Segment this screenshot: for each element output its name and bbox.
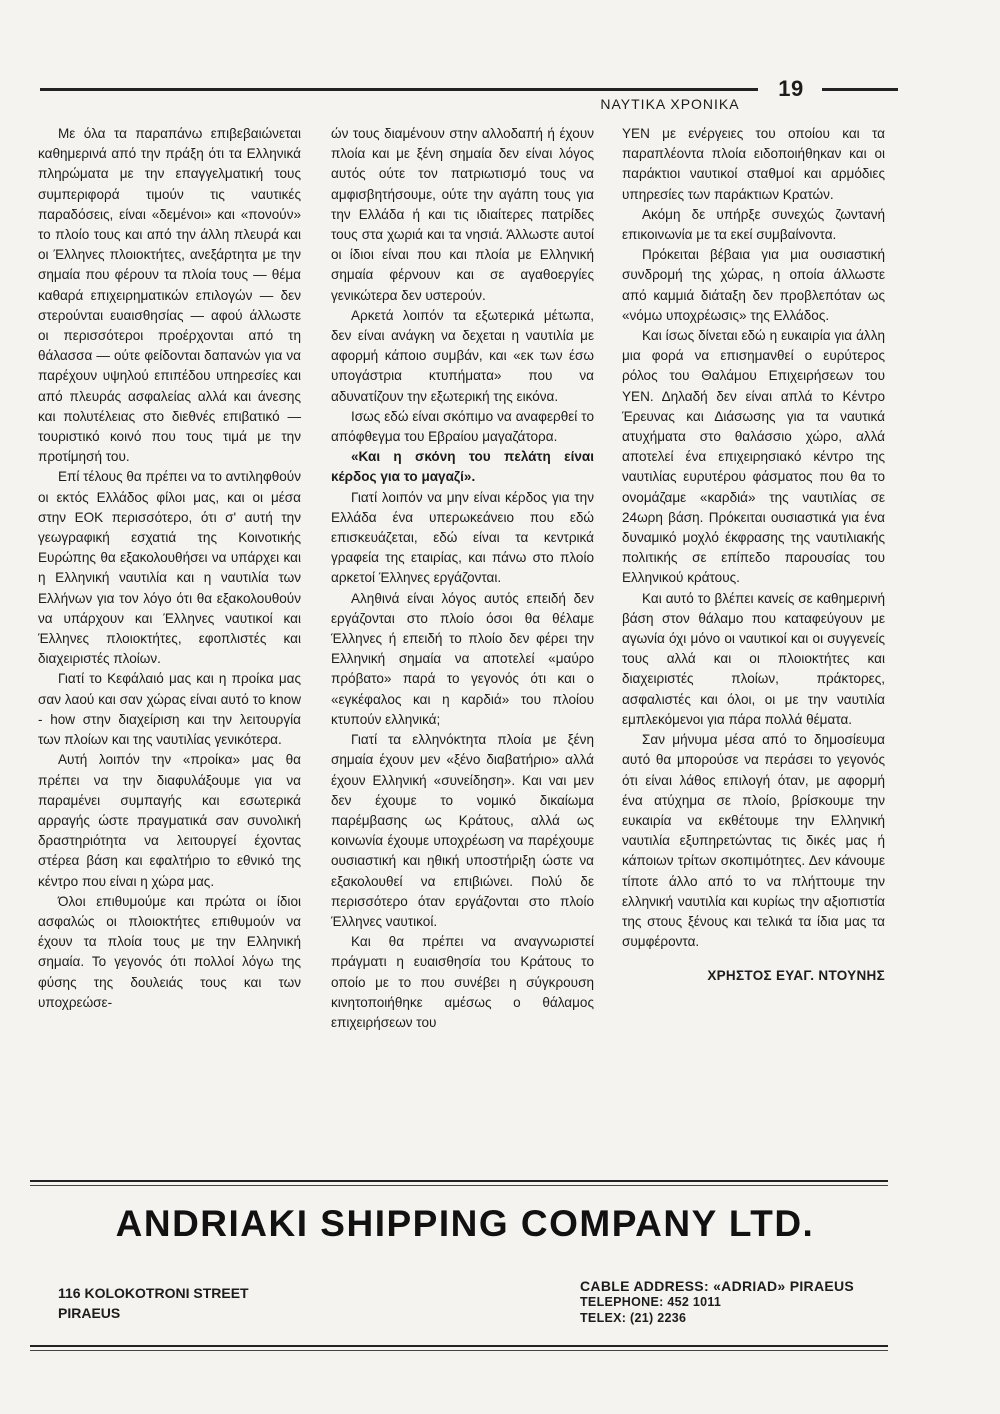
article-column-3 [622, 124, 885, 987]
article-column-1 [38, 124, 301, 1013]
paragraph: Αρκετά λοιπόν τα εξωτερικά μέτωπα, δεν είναι ανάγκη να δεχεται η ναυτιλία με αφορμή κάποιο συμβάν, και «εκ των έσω υπογάστρια κτυπήματα» που να αδυνατίζουν την εξωτερική της εικόνα. [331, 307, 594, 404]
paragraph: Με όλα τα παραπάνω επιβεβαιώνεται καθημερινά από την πράξη ότι τα Ελληνικά πληρώματα με την επαγγελματική τους συμπεριφορά τιμούν τις ναυτικές παραδόσεις, είναι «δεμένοι» και «πονούν» το πλοίο τους και από την άλλη πλευρά και οι Έλληνες πλοιοκτήτες, ανεξάρτητα με την σημαία που φέρουν τα πλοία τους — θέμα καθαρά επιχειρηματικών επιλογών — δεν στερούνται ευαισθησίας — αφού άλλωστε οι περισσότεροι προέρχονται από τη θάλασσα — ούτε φείδονται δαπανών για να παρέχουν υψηλού επιπέδου υπηρεσίες και από πλευράς ασφαλείας αλλά και άνεσης και πολυτέλειας στο διεθνές επιβατικό — τουριστικό κοινό που τους τιμά με την προτίμησή του. [38, 126, 301, 465]
advert-cable: CABLE ADDRESS: «ADRIAD» PIRAEUS [580, 1278, 855, 1294]
paragraph: Όλοι επιθυμούμε και πρώτα οι ίδιοι ασφαλώς οι πλοιοκτήτες επιθυμούν να έχουν τα πλοία τους με την Ελληνική σημαία. Το γεγονός ότι πολλοί λόγω της φύσης της δουλειάς τους και των υποχρεώσε- [38, 893, 301, 1010]
advert-contact [580, 1278, 900, 1326]
advert-telephone: TELEPHONE: 452 1011 [580, 1295, 722, 1309]
paragraph: Επί τέλους θα πρέπει να το αντιληφθούν οι εκτός Ελλάδος φίλοι μας, και οι μέσα στην ΕΟΚ περισσότερο, ότι σ' αυτή την γεωγραφική εσχατιά της Κοινοτικής Ευρώπης θα εξακολουθήσει να υπάρχει και η Ελληνική ναυτιλία και η ναυτιλία των Ελλήνων για τον λόγο ότι θα εξακολουθούν να υπάρχουν και Έλληνες ναυτικοί και Έλληνες πλοιοκτήτες, εφοπλιστές και διαχειριστές πλοίων. [38, 469, 301, 667]
header-rule-right [822, 88, 898, 91]
paragraph: Ακόμη δε υπήρξε συνεχώς ζωντανή επικοινωνία με τα εκεί συμβαίνοντα. [622, 206, 885, 243]
paragraph: Σαν μήνυμα μέσα από το δημοσίευμα αυτό θα μπορούσε να περάσει το γεγονός ότι είναι λάθος επιλογή όταν, με αφορμή ένα ατύχημα σε πλοίο, βρίσκουμε την ευκαιρία να εκθέτουμε την Ελληνική ναυτιλία εξυπηρετώντας τις δικές μας ή κάποιων τρίτων σκοπιμότητες. Δεν κάνουμε τίποτε άλλο από το να πλήττουμε την ελληνική ναυτιλία και κυρίως την αξιοπιστία της στους ξένους και τελικά τα ίδια μας τα συμφέροντα. [622, 732, 885, 950]
advert-street: 116 KOLOKOTRONI STREET [58, 1285, 249, 1301]
paragraph: Γιατί τα ελληνόκτητα πλοία με ξένη σημαία έχουν μεν «ξένο διαβατήριο» αλλά έχουν Ελληνική «συνείδηση». Και ναι μεν δεν έχουμε το νομικό δικαίωμα παρέμβασης ως Κράτους, αλλά ως κοινωνία έχουμε υποχρέωση να παρέχουμε ουσιαστική και ηθική υποστήριξη ώστε να εξακολουθεί να επιβιώνει. Πολύ δε περισσότερο όταν εργάζονται στο πλοίο Έλληνες ναυτικοί. [331, 732, 594, 929]
paragraph-continued: ΥΕΝ με ενέργειες του οποίου και τα παραπλέοντα πλοία ειδοποιήθηκαν και οι παράκτιοι ναυτικοί σταθμοί και αρμόδιες υπηρεσίες των παράκτιων Κρατών. [622, 126, 885, 202]
paragraph: Και αυτό το βλέπει κανείς σε καθημερινή βάση στον θάλαμο που καταφεύγουν με αγωνία όχι μόνο οι ναυτικοί και οι συγγενείς τους αλλά και οι πλοιοκτήτες και διαχειριστές πλοίων, πράκτορες, ασφαλιστές και όλοι, οι με την ναυτιλία εμπλεκόμενοι για πάρα πολλά θέματα. [622, 590, 885, 727]
advert-address [58, 1283, 418, 1323]
article-column-2 [331, 124, 594, 1033]
paragraph-continued: ών τους διαμένουν στην αλλοδαπή ή έχουν πλοία και με ξένη σημαία δεν είναι λόγος αυτός ούτε τον πατριωτισμό τους να αμφισβητήσουμε, ούτε την αγάπη τους για την Ελλάδα ή και τις ιδιαίτερες πατρίδες τους στα χωριά και τα νησιά. Άλλωστε αυτοί οι ίδιοι είναι που και πλοία με Ελληνική σημαία φέρνουν και σε αγαθοεργίες γενικώτερα δεν υστερούν. [331, 126, 594, 303]
paragraph: Γιατί λοιπόν να μην είναι κέρδος για την Ελλάδα ένα υπερωκεάνειο που εδώ επισκευάζεται, εδώ είναι τα κεντρικά γραφεία της εταιρίας, και πάνω στο πλοίο αρκετοί Έλληνες εργάζονται. [331, 489, 594, 586]
paragraph: Γιατί το Κεφάλαιό μας και η προίκα μας σαν λαού και σαν χώρας είναι αυτό το know - how στην διαχείριση και την λειτουργία των πλοίων και της ναυτιλίας γενικότερα. [38, 671, 301, 748]
advert-city: PIRAEUS [58, 1305, 121, 1321]
paragraph: Αυτή λοιπόν την «προίκα» μας θα πρέπει να την διαφυλάξουμε για να παραμένει συμπαγής και εσωτερικά αρραγής ώστε πραγματικά σαν συνολική δραστηριότητα να λειτουργεί έχοντας στέρεα βάση και εφαλτήριο το εθνικό της κέντρο που είναι η χώρα μας. [38, 752, 301, 889]
advert-telex: TELEX: (21) 2236 [580, 1311, 687, 1325]
ad-rule-top [30, 1180, 888, 1182]
paragraph: Αληθινά είναι λόγος αυτός επειδή δεν εργάζονται στο πλοίο όσοι θα θέλαμε Έλληνες ή επειδή το πλοίο δεν φέρει την Ελληνική σημαία να αποτελεί «μαύρο πρόβατο» παρά το γεγονός ότι και ο «εγκέφαλος και η καρδιά» του πλοίου κτυπούν ελληνικά; [331, 590, 594, 727]
journal-title: ΝΑΥΤΙΚΑ ΧΡΟΝΙΚΑ [600, 96, 740, 112]
page-number: 19 [778, 76, 804, 101]
paragraph: Πρόκειται βέβαια για μια ουσιαστική συνδρομή της χώρας, η οποία άλλωστε από καμμιά διάταξη δεν προβλεπόταν ως «νόμω υποχρέωσις» της Ελλάδος. [622, 247, 885, 323]
header-rule-left [40, 88, 758, 91]
author-signature: ΧΡΗΣΤΟΣ ΕΥΑΓ. ΝΤΟΥΝΗΣ [707, 968, 885, 984]
ad-rule-bottom [30, 1345, 888, 1347]
paragraph: Και ίσως δίνεται εδώ η ευκαιρία για άλλη μια φορά να επισημανθεί ο ευρύτερος ρόλος του Θαλάμου Επιχειρήσεων του ΥΕΝ. Δηλαδή δεν είναι απλά το Κέντρο Έρευνας και Διάσωσης για τα ναυτικά ατυχήματα στο θαλάσσιο χώρο, αλλά αποτελεί ένα επιχειρησιακό κέντρο της ναυτιλίας ευρυτέρου φάσματος που θα το ονομάζαμε «καρδιά» της ναυτιλίας σε 24ωρη βάση. Πρόκειται ουσιαστικά για ένα δυναμικό μοχλό έκφρασης της ναυτιλιακής πολιτικής σε επίπεδο παρουσίας του Ελληνικού κράτους. [622, 328, 885, 586]
pull-quote: «Και η σκόνη του πελάτη είναι κέρδος για το μαγαζί». [331, 449, 594, 485]
advert-company-name: ANDRIAKI SHIPPING COMPANY LTD. [115, 1203, 815, 1244]
paragraph: Και θα πρέπει να αναγνωριστεί πράγματι η ευαισθησία του Κράτους το οποίο με το που συνέβει η σύγκρουση κινητοποιήθηκε αμέσως ο θάλαμος επιχειρήσεων του [331, 934, 594, 1030]
ad-rule-top-thin [30, 1185, 888, 1186]
ad-rule-bottom-thin [30, 1350, 888, 1351]
paragraph: Ισως εδώ είναι σκόπιμο να αναφερθεί το απόφθεγμα του Εβραίου μαγαζάτορα. [331, 408, 594, 445]
